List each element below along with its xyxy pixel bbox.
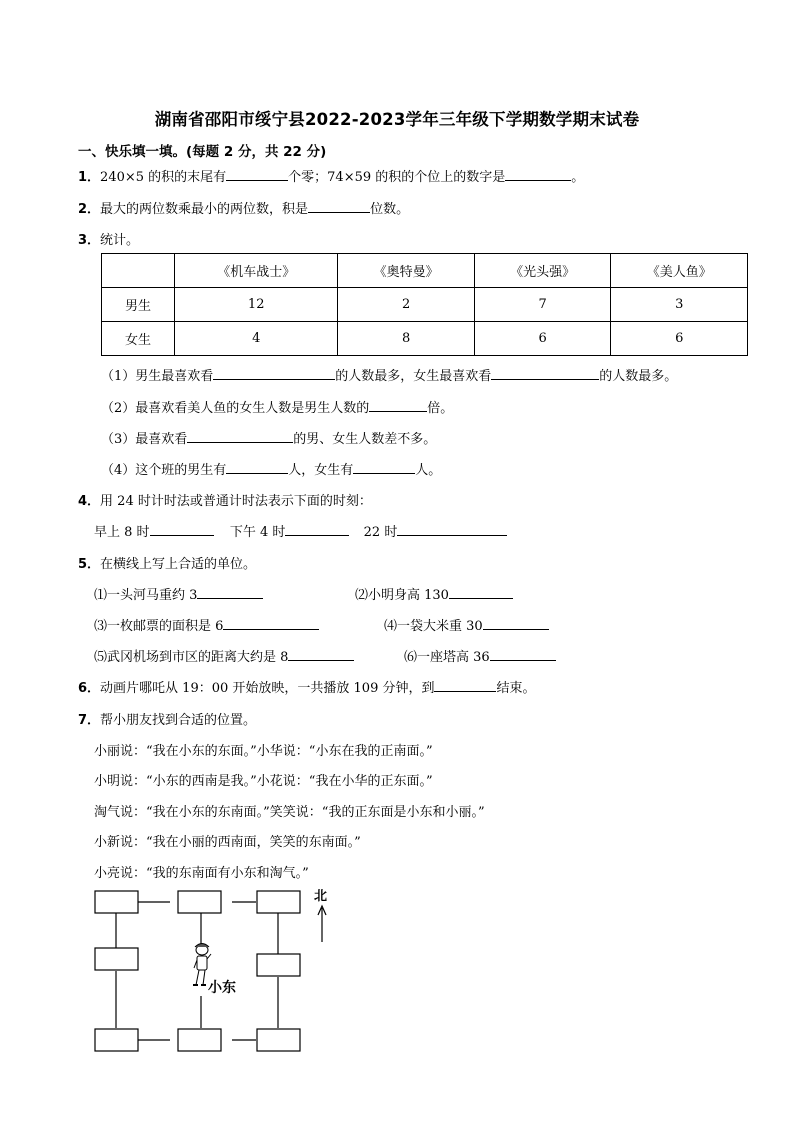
table-row — [102, 322, 748, 356]
unit-item-6 — [404, 646, 556, 665]
answer-blank[interactable] — [490, 648, 556, 661]
unit-item-1 — [94, 584, 263, 603]
question-text: ⑶一枚邮票的面积是 6 — [94, 619, 224, 634]
answer-blank[interactable] — [369, 399, 427, 412]
position-box[interactable] — [257, 1029, 300, 1051]
question-text: 用 24 时计时法或普通计时法表示下面的时刻： — [100, 494, 372, 509]
position-box[interactable] — [95, 948, 138, 970]
question-text: 。 — [571, 170, 585, 185]
question-7 — [78, 709, 256, 728]
question-text: 倍。 — [427, 401, 454, 416]
question-5 — [78, 553, 256, 572]
question-text: 在横线上写上合适的单位。 — [100, 557, 257, 572]
page-title: 湖南省邵阳市绥宁县2022-2023学年三年级下学期数学期末试卷 — [154, 110, 640, 129]
table-cell: 8 — [338, 322, 475, 356]
time-label: 早上 8 时 — [94, 525, 150, 540]
question-text: （4）这个班的男生有 — [101, 463, 227, 478]
question-text: 结束。 — [496, 681, 536, 696]
question-text: ⑵小明身高 130 — [355, 588, 449, 603]
table-header-cell: 《光头强》 — [474, 254, 611, 288]
answer-blank[interactable] — [226, 168, 288, 181]
time-label: 下午 4 时 — [229, 525, 286, 540]
question-text: （2）最喜欢看美人鱼的女生人数是男生人数的 — [101, 401, 370, 416]
north-label: 北 — [314, 889, 328, 904]
question-text: 动画片哪吒从 19：00 开始放映，一共播放 109 分钟，到 — [100, 681, 435, 696]
question-1 — [78, 166, 584, 185]
question-number: 1． — [78, 170, 101, 185]
position-diagram — [90, 884, 350, 1064]
answer-blank[interactable] — [285, 523, 349, 536]
question-number: 5． — [78, 557, 101, 572]
north-arrow-icon — [318, 906, 326, 942]
answer-blank[interactable] — [226, 461, 288, 474]
position-box[interactable] — [178, 891, 221, 913]
table-cell: 3 — [611, 288, 748, 322]
answer-blank[interactable] — [449, 586, 513, 599]
answer-blank[interactable] — [434, 679, 496, 692]
position-box[interactable] — [257, 954, 300, 976]
row-label: 男生 — [102, 288, 175, 322]
question-6 — [78, 677, 536, 696]
clue-line: 淘气说：“我在小东的东南面。”笑笑说：“我的正东面是小东和小丽。” — [94, 805, 485, 820]
question-number: 6． — [78, 681, 101, 696]
unit-item-3 — [94, 615, 319, 634]
answer-blank[interactable] — [288, 648, 354, 661]
question-text: ⑸武冈机场到市区的距离大约是 8 — [94, 650, 289, 665]
center-label: 小东 — [208, 980, 236, 996]
question-text: 的人数最多。 — [599, 369, 678, 384]
table-header-cell: 《机车战士》 — [175, 254, 338, 288]
position-box[interactable] — [95, 1029, 138, 1051]
sub-question-3 — [101, 428, 436, 447]
question-number: 4． — [78, 494, 101, 509]
question-text: 人，女生有 — [288, 463, 354, 478]
answer-blank[interactable] — [483, 617, 549, 630]
time-conversion-row — [94, 521, 507, 540]
table-cell: 12 — [175, 288, 338, 322]
question-2 — [78, 198, 409, 217]
unit-item-5 — [94, 646, 354, 665]
question-text: 的人数最多，女生最喜欢看 — [335, 369, 492, 384]
question-text: 位数。 — [370, 202, 410, 217]
answer-blank[interactable] — [505, 168, 571, 181]
answer-blank[interactable] — [491, 367, 599, 380]
question-text: 帮小朋友找到合适的位置。 — [100, 713, 257, 728]
question-text: 统计。 — [100, 233, 140, 248]
sub-question-4 — [101, 459, 441, 478]
question-4 — [78, 490, 372, 509]
sub-question-2 — [101, 397, 453, 416]
child-figure-icon — [193, 944, 211, 986]
table-cell — [102, 254, 175, 288]
question-text: 人。 — [415, 463, 442, 478]
table-cell: 4 — [175, 322, 338, 356]
question-number: 7． — [78, 713, 101, 728]
clue-line: 小丽说：“我在小东的东面。”小华说：“小东在我的正南面。” — [94, 744, 433, 759]
unit-item-2 — [355, 584, 513, 603]
answer-blank[interactable] — [187, 430, 293, 443]
position-box[interactable] — [178, 1029, 221, 1051]
question-text: 最大的两位数乘最小的两位数，积是 — [100, 202, 309, 217]
table-cell: 7 — [474, 288, 611, 322]
question-number: 2． — [78, 202, 101, 217]
time-label: 22 时 — [363, 525, 398, 540]
answer-blank[interactable] — [223, 617, 319, 630]
position-box[interactable] — [257, 891, 300, 913]
question-text: 240×5 的积的末尾有 — [100, 170, 227, 185]
table-cell: 2 — [338, 288, 475, 322]
table-header-cell: 《美人鱼》 — [611, 254, 748, 288]
question-3 — [78, 229, 139, 248]
question-text: ⑴一头河马重约 3 — [94, 588, 198, 603]
unit-item-4 — [384, 615, 549, 634]
question-text: ⑷一袋大米重 30 — [384, 619, 483, 634]
table-row — [102, 288, 748, 322]
question-text: 的男、女生人数差不多。 — [293, 432, 437, 447]
question-text: ⑹一座塔高 36 — [404, 650, 490, 665]
clue-line: 小明说：“小东的西南是我。”小花说：“我在小华的正东面。” — [94, 774, 433, 789]
answer-blank[interactable] — [213, 367, 335, 380]
position-box[interactable] — [95, 891, 138, 913]
section-heading-1: 一、快乐填一填。(每题 2 分，共 22 分) — [78, 144, 327, 160]
answer-blank[interactable] — [197, 586, 263, 599]
table-cell: 6 — [611, 322, 748, 356]
row-label: 女生 — [102, 322, 175, 356]
table-cell: 6 — [474, 322, 611, 356]
answer-blank[interactable] — [150, 523, 214, 536]
question-number: 3． — [78, 233, 101, 248]
clue-line: 小亮说：“我的东南面有小东和淘气。” — [94, 866, 309, 881]
clue-line: 小新说：“我在小丽的西南面，笑笑的东南面。” — [94, 835, 361, 850]
answer-blank[interactable] — [353, 461, 415, 474]
answer-blank[interactable] — [397, 523, 507, 536]
table-header-row — [102, 254, 748, 288]
sub-question-1 — [101, 365, 677, 384]
answer-blank[interactable] — [308, 200, 370, 213]
statistics-table — [101, 253, 748, 356]
question-text: 个零；74×59 的积的个位上的数字是 — [288, 170, 506, 185]
question-text: （1）男生最喜欢看 — [101, 369, 214, 384]
table-header-cell: 《奥特曼》 — [338, 254, 475, 288]
question-text: （3）最喜欢看 — [101, 432, 188, 447]
